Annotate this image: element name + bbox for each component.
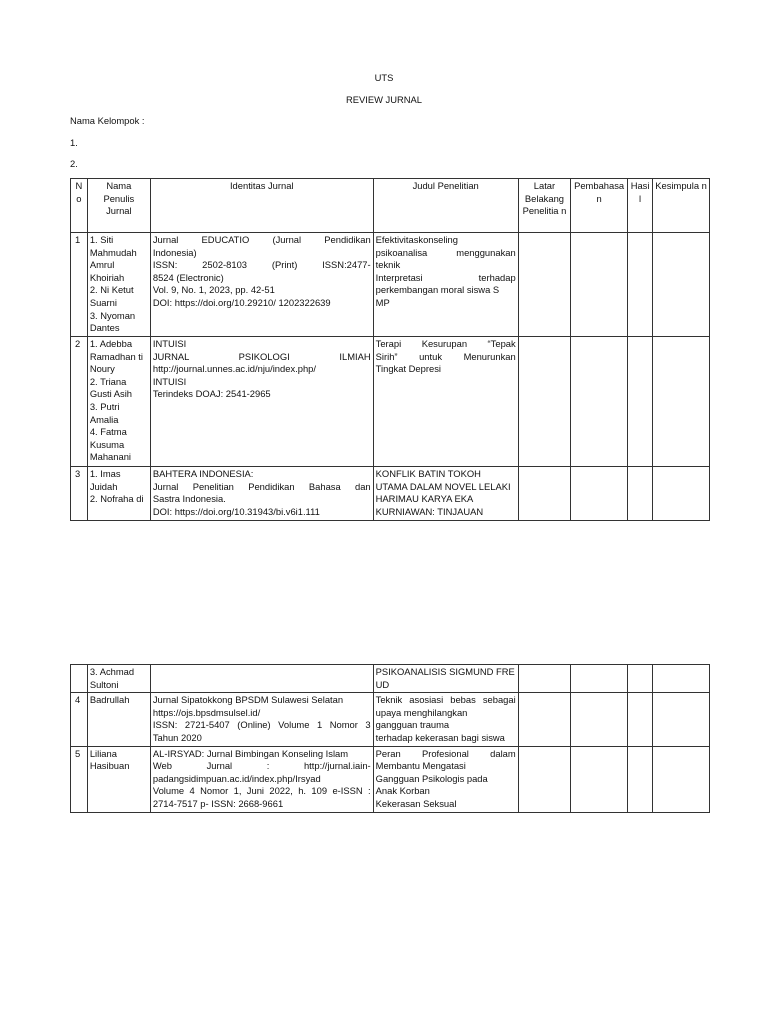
title-line: upaya menghilangkan [375, 706, 468, 718]
authors-line: Badrullah [89, 694, 130, 706]
table-row [71, 665, 710, 693]
cell-identity [150, 233, 373, 337]
title-line: terhadap kekerasan bagi siswa [375, 731, 505, 743]
header-no: N o [71, 179, 88, 233]
title-line: Teknik asosiasi bebas sebagai [375, 694, 516, 706]
authors-line: 1. Siti Mahmudah Amrul Khoiriah [89, 234, 137, 283]
cell-authors [87, 665, 150, 693]
cell-no: 3 [71, 467, 88, 521]
identity-line: Tahun 2020 [152, 731, 202, 743]
table-row [71, 467, 710, 521]
cell-discussion [571, 337, 628, 467]
cell-title [373, 337, 518, 467]
authors-line: 3. Putri Amalia [89, 400, 120, 425]
cell-title [373, 467, 518, 521]
cell-background [518, 746, 571, 812]
title-line: KONFLIK BATIN TOKOH [375, 468, 481, 479]
identity-line: Jurnal Sipatokkong BPSDM Sulawesi Selatan [152, 694, 344, 706]
title-line: Kekerasan Seksual [375, 797, 457, 809]
identity-line: padangsidimpuan.ac.id/index.php/Irsyad [152, 772, 321, 784]
authors-line: 3. Nyoman Dantes [89, 309, 136, 334]
cell-conclusion [653, 467, 710, 521]
authors-line: 4. Fatma Kusuma Mahanani [89, 426, 131, 463]
title-line: Gangguan Psikologis pada [375, 772, 488, 784]
title-line: teknik [375, 259, 401, 271]
identity-line: JURNAL PSIKOLOGI ILMIAH [152, 350, 371, 362]
title-line: HARIMAU KARYA EKA [375, 493, 474, 505]
cell-no: 4 [71, 693, 88, 746]
header-title: Judul Penelitian [373, 179, 518, 233]
authors-line: 1. Imas Juidah [89, 468, 121, 492]
cell-background [518, 665, 571, 693]
review-table [70, 178, 710, 521]
identity-line: Volume 4 Nomor 1, Juni 2022, h. 109 e-ISSN : [152, 785, 371, 797]
authors-line: Liliana Hasibuan [89, 747, 130, 772]
cell-result [627, 746, 652, 812]
title-line: KURNIAWAN: TINJAUAN [375, 505, 484, 517]
cell-discussion [571, 746, 628, 812]
identity-line: 8524 (Electronic) [152, 271, 224, 283]
title-line: Terapi Kesurupan “Tepak [375, 338, 516, 349]
cell-no [71, 665, 88, 693]
cell-conclusion [653, 665, 710, 693]
authors-line: 2. Ni Ketut Suarni [89, 284, 134, 308]
identity-line: https://ojs.bpsdmsulsel.id/ [152, 706, 261, 718]
cell-title [373, 233, 518, 337]
cell-title [373, 746, 518, 812]
cell-result [627, 467, 652, 521]
title-line: UTAMA DALAM NOVEL LELAKI [375, 480, 511, 492]
cell-no: 5 [71, 746, 88, 812]
header-discussion: Pembahasa n [571, 179, 628, 233]
cell-result [627, 665, 652, 693]
cell-discussion [571, 665, 628, 693]
identity-line: INTUISI [152, 338, 187, 349]
identity-line: DOI: https://doi.org/10.29210/ 1202322639 [152, 296, 331, 308]
cell-background [518, 233, 571, 337]
cell-title [373, 693, 518, 746]
identity-line: Terindeks DOAJ: 2541-2965 [152, 388, 271, 400]
header-authors: Nama Penulis Jurnal [87, 179, 150, 233]
cell-authors [87, 467, 150, 521]
cell-authors [87, 693, 150, 746]
header-result: Hasi l [627, 179, 652, 233]
title-line: perkembangan moral siswa S [375, 284, 500, 296]
identity-line: BAHTERA INDONESIA: [152, 468, 254, 479]
cell-conclusion [653, 693, 710, 746]
cell-discussion [571, 233, 628, 337]
identity-line: ISSN: 2502-8103 (Print) ISSN:2477- [152, 259, 371, 271]
cell-identity [150, 467, 373, 521]
authors-line: 1. Adebba Ramadhan ti Noury [89, 338, 143, 375]
identity-line: Sastra Indonesia. [152, 493, 226, 505]
cell-authors [87, 233, 150, 337]
title-line: MP [375, 296, 390, 308]
title-line: gangguan trauma [375, 719, 450, 731]
identity-line: 2714-7517 p- ISSN: 2668-9661 [152, 797, 284, 809]
doc-title: UTS [374, 72, 394, 83]
title-line: Peran Profesional dalam [375, 747, 516, 759]
cell-result [627, 337, 652, 467]
title-line: Sirih” untuk Menurunkan [375, 350, 516, 362]
identity-line: Jurnal EDUCATIO (Jurnal Pendidikan [152, 234, 371, 245]
cell-result [627, 693, 652, 746]
table-row [71, 693, 710, 746]
member-1: 1. [70, 137, 78, 148]
title-line: UD [375, 678, 390, 690]
identity-line: Indonesia) [152, 246, 197, 258]
table-row [71, 337, 710, 467]
cell-no: 1 [71, 233, 88, 337]
table-header-row [71, 179, 710, 233]
identity-line: ISSN: 2721-5407 (Online) Volume 1 Nomor 3 [152, 719, 371, 731]
title-line: Interpretasi terhadap [375, 271, 516, 283]
authors-line: 3. Achmad Sultoni [89, 666, 135, 690]
table-row [71, 746, 710, 812]
title-line: PSIKOANALISIS SIGMUND FRE [375, 666, 515, 677]
identity-line: Web Jurnal : http://jurnal.iain- [152, 760, 371, 772]
cell-authors [87, 746, 150, 812]
cell-result [627, 233, 652, 337]
title-line: Tingkat Depresi [375, 363, 441, 375]
member-2: 2. [70, 158, 78, 169]
authors-line: 2. Triana Gusti Asih [89, 375, 133, 400]
cell-authors [87, 337, 150, 467]
cell-background [518, 467, 571, 521]
cell-title [373, 665, 518, 693]
cell-conclusion [653, 746, 710, 812]
identity-line: Jurnal Penelitian Pendidikan Bahasa dan [152, 480, 371, 492]
header-identity: Identitas Jurnal [150, 179, 373, 233]
title-line: Membantu Mengatasi [375, 760, 466, 772]
cell-conclusion [653, 233, 710, 337]
cell-identity [150, 746, 373, 812]
cell-identity [150, 693, 373, 746]
cell-discussion [571, 693, 628, 746]
identity-line: AL-IRSYAD: Jurnal Bimbingan Konseling Islam [152, 747, 349, 759]
cell-identity [150, 665, 373, 693]
identity-line: DOI: https://doi.org/10.31943/bi.v6i1.111 [152, 505, 320, 517]
cell-background [518, 693, 571, 746]
authors-line: 2. Nofraha di [89, 493, 144, 505]
doc-subtitle: REVIEW JURNAL [345, 94, 423, 105]
title-line: Efektivitaskonseling [375, 234, 458, 245]
title-line: Anak Korban [375, 785, 430, 797]
identity-line: http://journal.unnes.ac.id/nju/index.php/ [152, 363, 316, 375]
cell-background [518, 337, 571, 467]
review-table-continued [70, 664, 710, 813]
title-line: psikoanalisa menggunakan [375, 246, 516, 258]
header-conclusion: Kesimpula n [653, 179, 710, 233]
identity-line: Vol. 9, No. 1, 2023, pp. 42-51 [152, 284, 275, 296]
table-row [71, 233, 710, 337]
cell-conclusion [653, 337, 710, 467]
identity-line: INTUISI [152, 375, 187, 387]
header-background: Latar Belakang Penelitia n [518, 179, 571, 233]
cell-identity [150, 337, 373, 467]
cell-discussion [571, 467, 628, 521]
cell-no: 2 [71, 337, 88, 467]
group-label: Nama Kelompok : [70, 115, 145, 126]
